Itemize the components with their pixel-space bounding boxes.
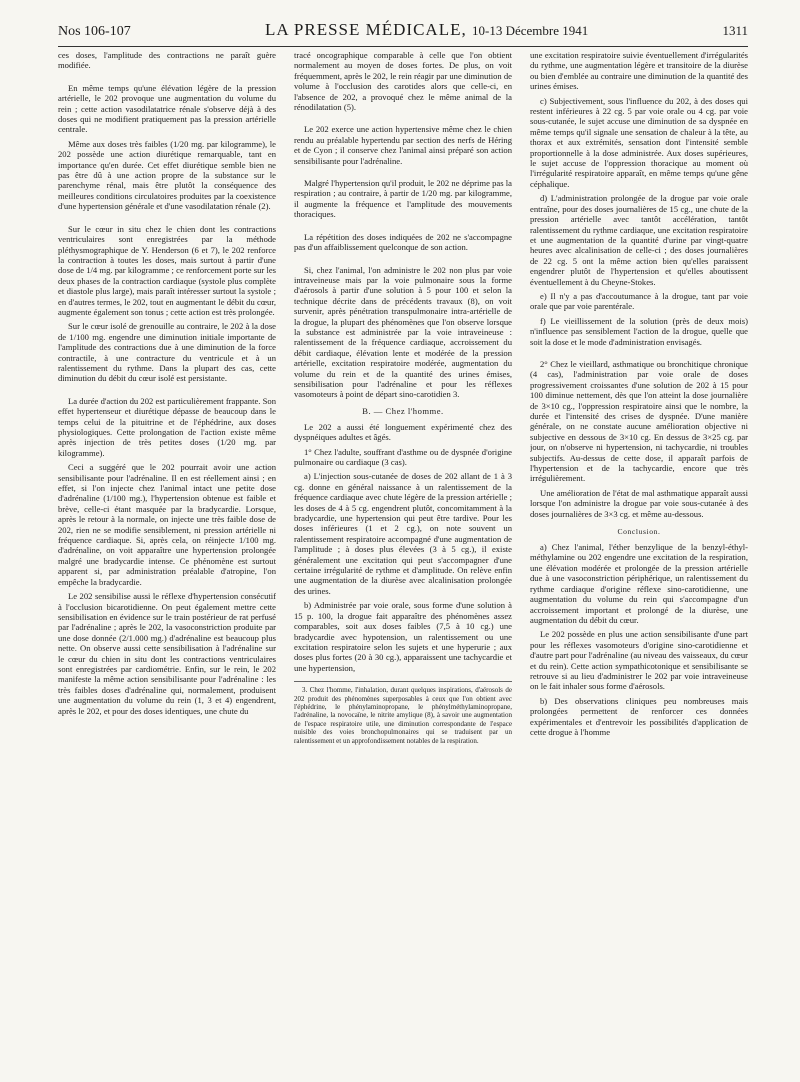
journal-name: LA PRESSE MÉDICALE,: [264, 20, 467, 39]
paragraph: Même aux doses très faibles (1/20 mg. par kilogramme), le 202 possède une action diurétique remarquable, tant en importance qu'en durée. Cet effet diurétique semble bien ne pas être dû à une action propre de la substance sur le parenchyme rénal, mais être plutôt la conséquence des meilleures conditions circulatoires produites par la coexistence d'une hypertension générale et d'une vasodilatation rénale (2).: [58, 138, 276, 212]
paragraph: Si, chez l'animal, l'on administre le 202 non plus par voie intraveineuse mais par la voie pulmonaire sous la forme d'aérosols à partir d'une solution à 5 pour 100 et selon la technique décrite dans de précédents travaux (8), on voit survenir, après pénétration transpulmonaire intra-artérielle de la drogue, la plupart des phénomènes que l'on observe lorsque la substance est administrée par la voie intraveineuse : ralentissement de la fréquence cardiaque, accroissement du débit cardiaque, élévation lente et modérée de la pression artérielle, excitation respiratoire modérée, augmentation du volume du rein et de la quantité des urines émises, sensibilisation pour l'adrénaline et pour les réflexes vasomoteurs à point de départ sino-carotidien 3.: [294, 264, 512, 400]
column-3: [530, 50, 748, 1070]
paragraph: Le 202 possède en plus une action sensibilisante d'une part pour les réflexes vasomoteurs d'origine sino-carotidienne et d'autre part pour l'adrénaline (au niveau des vaisseaux, du cœur et du rein). Cette action sympathicotonique et sensibilisante se retrouve si au lieu d'administrer le 202 par voie intraveineuse on le fait inhaler sous forme d'aérosols.: [530, 629, 748, 692]
issue-date: 10-13 Décembre 1941: [471, 23, 589, 38]
paragraph: La durée d'action du 202 est particulièrement frappante. Son effet hypertenseur et diurétique dépasse de beaucoup dans le temps celui de la pituitrine et de l'éphédrine, aux doses physiologiques. Cette prolongation de l'action existe même après injection de très petites doses (1/20 mg. par kilogramme).: [58, 395, 276, 458]
paragraph: 1° Chez l'adulte, souffrant d'asthme ou de dyspnée d'origine pulmonaire ou cardiaque (3 cas).: [294, 446, 512, 467]
column-2: [294, 50, 512, 1070]
issue-number: Nos 106-107: [58, 24, 131, 39]
paragraph: La répétition des doses indiquées de 202 ne s'accompagne pas d'un affaiblissement quelconque de son action.: [294, 231, 512, 253]
paragraph: Sur le cœur isolé de grenouille au contraire, le 202 à la dose de 1/100 mg. engendre une diminution initiale importante de l'amplitude des contractions due à une diminution de la force contractile, à une contracture du ventricule et à un ralentissement du rythme. Dans la plupart des cas, cette diminution du débit du cœur isolé est persistante.: [58, 321, 276, 384]
column-1: [58, 50, 276, 1070]
paragraph: Malgré l'hypertension qu'il produit, le 202 ne déprime pas la respiration ; au contraire, à partir de 1/20 mg. par kilogramme, il augmente la fréquence et l'amplitude des mouvements thoraciques.: [294, 178, 512, 220]
paragraph: a) L'injection sous-cutanée de doses de 202 allant de 1 à 3 cg. donne en général naissance à un ralentissement de la fréquence cardiaque avec chute légère de la pression artérielle ; les doses de 4 à 5 cg. engendrent plutôt, concomitamment à la bradycardie, une hypertension qui peut être tardive. Pour les doses inférieures (1 et 2 cg.), on note souvent un ralentissement respiratoire accompagné d'une augmentation de l'amplitude ; à doses plus élevées (3 à 5 cg.), il existe généralement une excitation qui peut s'accompagner d'une certaine irrégularité de rythme et d'amplitude. On relève enfin une augmentation de la diurèse avec alcalinisation prolongée des urines.: [294, 471, 512, 596]
journal-title: [265, 20, 588, 40]
paragraph: Sur le cœur in situ chez le chien dont les contractions ventriculaires sont enregistrées par la méthode pléthysmographique de Y. Henderson (6 et 7), le 202 renforce la contraction à toutes les doses, mais surtout à partir d'une dose de 1/4 mg. par kilogramme ; ce renforcement porte sur les deux phases de la contraction cardiaque (systole plus complète et diastole plus large), mais paraît intéresser surtout la systole ; en d'autres termes, le 202, tout en augmentant le débit du cœur, augmente également son tonus ; cette action est très prolongée.: [58, 223, 276, 317]
paragraph: En même temps qu'une élévation légère de la pression artérielle, le 202 provoque une augmentation du volume du rein ; cette action vasodilatatrice rénale s'observe déjà à des doses qui ne modifient pratiquement pas la pression artérielle centrale.: [58, 82, 276, 135]
page-header: [58, 20, 748, 47]
paragraph: b) Des observations cliniques peu nombreuses mais prolongées permettent de renforcer ces données expérimentales et d'entrevoir les possibilités d'application de cette drogue à l'homme: [530, 695, 748, 737]
paragraph: Le 202 sensibilise aussi le réflexe d'hypertension consécutif à l'occlusion bicarotidienne. On peut également mettre cette sensibilisation en évidence sur le train postérieur de rat perfusé par l'adrénaline ; après le 202, la vasoconstriction produite par une dose donnée (2/1.000 mg.) d'adrénaline est beaucoup plus nette. On observe aussi cette sensibilisation à l'adrénaline sur le cœur du chien in situ dont les contractions ventriculaires sont enregistrées par cardiométrie. Enfin, sur le rein, le 202 manifeste la même action sensibilisante pour l'adrénaline : les très faibles doses d'adrénaline qui, normalement, produisent une augmentation du volume du rein (1, 3 et 4) engendrent, après le 202, et pour des doses identiques, une chute du: [58, 591, 276, 716]
page-number: 1311: [722, 23, 748, 38]
paragraph: d) L'administration prolongée de la drogue par voie orale entraîne, pour des doses journalières de 15 cg., une chute de la pression artérielle avec tantôt accélération, tantôt ralentissement du rythme cardiaque, une excitation respiratoire et une augmentation de la quantité d'urine par vingt-quatre heures avec alcalinisation de celle-ci ; des doses journalières de 22 cg. 5 ont la même action bien qu'elles paraissent engendrer plutôt de l'hypertension et qu'elles aboutissent éventuellement à du Cheyne-Stokes.: [530, 193, 748, 287]
conclusion-heading: Conclusion.: [617, 527, 661, 537]
paragraph: Ceci a suggéré que le 202 pourrait avoir une action sensibilisante pour l'adrénaline. Il en est réellement ainsi ; en effet, si l'on injecte chez l'animal intact une petite dose d'adrénaline (1/100 mg.), l'hypertension obtenue est faible et brève, celle-ci étant masquée par la bradycardie. Lorsque, après le retour à la normale, on injecte une très faible dose de 202, rien ne se modifie sensiblement, ni pression artérielle ni fréquence cardiaque. Si, après cela, on réinjecte 1/100 mg. d'adrénaline, on voit apparaître une hypertension prolongée malgré une bradycardie intense. Ce phénomène est surtout apparent si, par administration préalable d'atropine, l'on empêche la bradycardie.: [58, 462, 276, 587]
paragraph: ces doses, l'amplitude des contractions ne paraît guère modifiée.: [58, 50, 276, 71]
paragraph: Le 202 a aussi été longuement expérimenté chez des dyspnéiques adultes et âgés.: [294, 421, 512, 443]
paragraph: Une amélioration de l'état de mal asthmatique apparaît aussi lorsque l'on administre la drogue par voie sous-cutanée à des doses journalières de 3×3 cg. et même au-dessous.: [530, 487, 748, 519]
paragraph: 2° Chez le vieillard, asthmatique ou bronchitique chronique (4 cas), l'administration par voie orale de doses progressivement croissantes d'une solution de 202 à 15 pour 100 diminue nettement, dès que l'on atteint la dose journalière de 3×10 cg., l'oppression respiratoire ainsi que le nombre, la durée et l'intensité des crises de dyspnée. D'une manière générale, on ne constate aucune amélioration objective ni subjective en dessous de 3×10 cg. En dessus de 3×25 cg. par jour, on n'observe ni hypertension, ni tachycardie, ni troubles subjectifs. Au-dessus de cette dose, il apparaît parfois de l'hypertension et de la tachycardie, encore que très irrégulièrement.: [530, 358, 748, 484]
paragraph: f) Le vieillissement de la solution (près de deux mois) n'influence pas sensiblement l'action de la drogue, quelle que soit la dose et le mode d'administration envisagés.: [530, 315, 748, 347]
paragraph: a) Chez l'animal, l'éther benzylique de la benzyl-éthyl-méthylamine ou 202 engendre une excitation de la respiration, une élévation modérée et prolongée de la pression artérielle due à une vasoconstriction périphérique, un ralentissement du rythme cardiaque d'origine réflexe sino-carotidienne, une augmentation du volume du rein qui s'accompagne d'un accroissement important et prolongé de la diurèse, une augmentation du débit du cœur.: [530, 542, 748, 625]
footnote: [294, 681, 512, 745]
section-heading: B. — Chez l'homme.: [362, 405, 444, 416]
footnote-text: 3. Chez l'homme, l'inhalation, durant quelques inspirations, d'aérosols de 202 produit des phénomènes superposables à ceux que l'on obtient avec l'éphédrine, le phénylaminopropane, le phénylméthylaminopropane, l'adrénaline, la novocaïne, le nitrite amylique (8), à savoir une augmentation de l'espace respiratoire utile, une diminution correspondante de l'espace nuisible des voies bronchopulmonaires qui se traduisent par un ralentissement et un approfondissement notables de la respiration.: [294, 686, 512, 745]
paragraph: tracé oncographique comparable à celle que l'on obtient normalement au moyen de doses fortes. De plus, on voit fréquemment, après le 202, le rein réagir par une diminution de volume à l'occlusion des carotides alors que celle-ci, en l'absence de 202, a provoqué chez le même animal de la rénodilatation (5).: [294, 50, 512, 113]
paragraph: b) Administrée par voie orale, sous forme d'une solution à 15 p. 100, la drogue fait apparaître des phénomènes assez comparables, soit aux doses faibles (7,5 à 10 cg.) une bradycardie avec hypotension, un ralentissement ou une excitation respiratoire selon les sujets et une hyperurie ; aux doses plus fortes (20 à 30 cg.), apparaissent une tachycardie et une hypertension,: [294, 600, 512, 673]
paragraph: une excitation respiratoire suivie éventuellement d'irrégularités du rythme, une augmentation légère et transitoire de la diurèse ou bien d'emblée au contraire une diminution de la quantité des urines émises.: [530, 50, 748, 92]
paragraph: Le 202 exerce une action hypertensive même chez le chien rendu au préalable hypertendu par section des nerfs de Héring et de Cyon ; il conserve chez l'animal ainsi préparé son action sensibilisante pour l'adrénaline.: [294, 124, 512, 166]
article-columns: [58, 50, 748, 1070]
paragraph: e) Il n'y a pas d'accoutumance à la drogue, tant par voie orale que par voie parentérale.: [530, 290, 748, 312]
paragraph: c) Subjectivement, sous l'influence du 202, à des doses qui restent inférieures à 22 cg. 5 par voie orale ou 4 cg. par voie sous-cutanée, le sujet accuse une diminution de sa dyspnée en même temps qu'il signale une sensation de chaleur à la tête, au thorax et aux extrémités, sensation dont l'intensité semble proportionnelle à la dose administrée. Aux doses supérieures, le sujet accuse de l'oppression thoracique au moment où l'irrégularité respiratoire apparaît, en même temps qu'une gêne céphalique.: [530, 95, 748, 189]
